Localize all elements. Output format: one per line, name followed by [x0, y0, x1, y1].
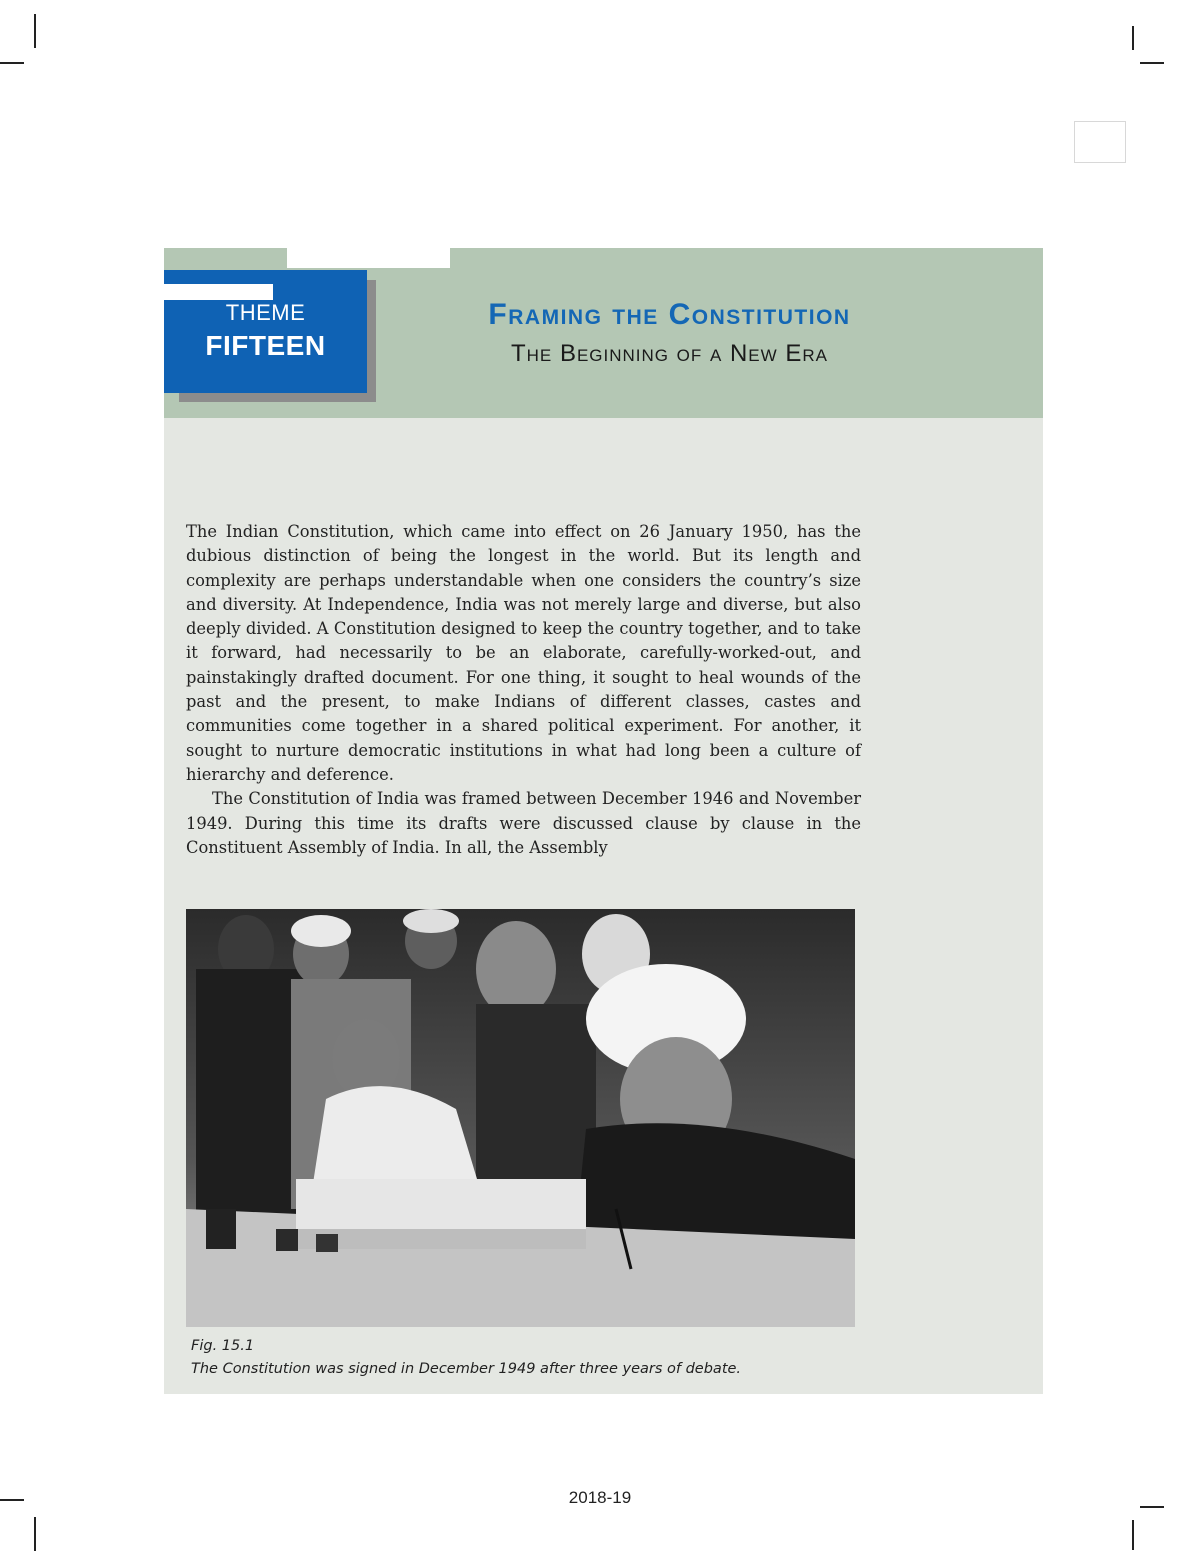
chapter-title: Framing the Constitution	[488, 298, 851, 331]
crop-mark	[1132, 1520, 1134, 1550]
theme-box	[164, 270, 367, 393]
crop-mark	[1140, 62, 1164, 64]
crop-mark	[0, 62, 24, 64]
crop-mark	[34, 14, 36, 48]
header-tab	[287, 246, 450, 268]
footer-year: 2018-19	[568, 1488, 632, 1507]
photo-illustration	[186, 909, 855, 1327]
theme-box-strip	[159, 284, 273, 300]
theme-label: THEME	[225, 300, 306, 325]
crop-mark	[1132, 26, 1134, 50]
chapter-subtitle: The Beginning of a New Era	[511, 340, 828, 367]
paragraph: The Constitution of India was framed between December 1946 and November 1949. During this time its drafts were discussed clause by clause in the Constituent Assembly of India. In all, the Assembly	[186, 789, 861, 857]
figure-label: Fig. 15.1	[191, 1338, 255, 1354]
figure-caption: The Constitution was signed in December 1949 after three years of debate.	[191, 1361, 742, 1377]
paragraph: The Indian Constitution, which came into effect on 26 January 1950, has the dubious distinction of being the longest in the world. But its length and complexity are perhaps understandable when one considers the country’s size and diversity. At Independence, India was not merely large and diverse, but also deeply divided. A Constitution designed to keep the country together, and to take it forward, had necessarily to be an elaborate, carefully-worked-out, and painstakingly drafted document. For one thing, it sought to heal wounds of the past and the present, to make Indians of different classes, castes and communities come together in a shared political experiment. For another, it sought to nurture democratic institutions in what had long been a culture of hierarchy and deference.	[186, 522, 861, 784]
theme-number: FIFTEEN	[205, 330, 326, 361]
chapter-header-band	[164, 248, 1043, 418]
body-text	[186, 520, 861, 860]
crop-mark	[34, 1517, 36, 1551]
page-number-box	[1074, 121, 1126, 163]
constitution-signing-photo	[186, 909, 855, 1327]
